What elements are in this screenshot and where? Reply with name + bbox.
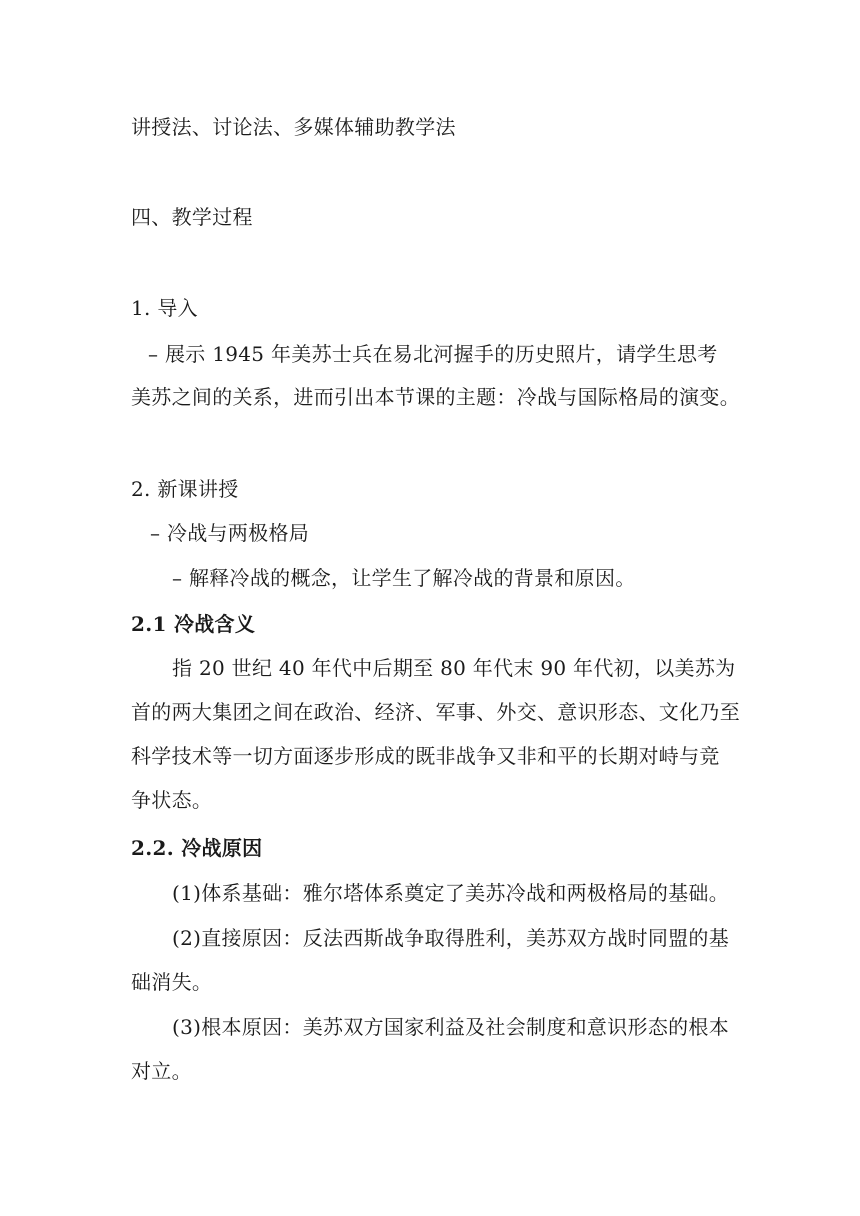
teaching-methods-line: 讲授法、讨论法、多媒体辅助教学法 (131, 115, 456, 139)
step2-sub-sub-bullet: – 解释冷战的概念，让学生了解冷战的背景和原因。 (172, 566, 636, 590)
reason-2-cont: 础消失。 (131, 970, 213, 994)
step1-heading: 1. 导入 (131, 296, 198, 320)
reason-1: (1)体系基础：雅尔塔体系奠定了美苏冷战和两极格局的基础。 (172, 881, 730, 905)
step1-bullet-line: – 展示 1945 年美苏士兵在易北河握手的历史照片，请学生思考 (148, 342, 718, 366)
reason-2: (2)直接原因：反法西斯战争取得胜利，美苏双方战时同盟的基 (172, 926, 730, 950)
section-2-1-heading: 2.1 冷战含义 (131, 612, 256, 636)
section-2-1-paragraph-line: 指 20 世纪 40 年代中后期至 80 年代末 90 年代初，以美苏为 (172, 656, 736, 680)
step1-bullet-line-cont: 美苏之间的关系，进而引出本节课的主题：冷战与国际格局的演变。 (131, 385, 740, 409)
section-2-1-paragraph-line: 首的两大集团之间在政治、经济、军事、外交、意识形态、文化乃至 (131, 700, 740, 724)
step2-sub-bullet: – 冷战与两极格局 (150, 521, 310, 545)
section-2-1-paragraph-line: 科学技术等一切方面逐步形成的既非战争又非和平的长期对峙与竞 (131, 744, 720, 768)
step2-heading: 2. 新课讲授 (131, 477, 239, 501)
section-heading-teaching-process: 四、教学过程 (131, 205, 253, 229)
reason-3-cont: 对立。 (131, 1059, 192, 1083)
section-2-2-heading: 2.2. 冷战原因 (131, 836, 263, 860)
section-2-1-paragraph-line: 争状态。 (131, 788, 213, 812)
reason-3: (3)根本原因：美苏双方国家利益及社会制度和意识形态的根本 (172, 1015, 730, 1039)
